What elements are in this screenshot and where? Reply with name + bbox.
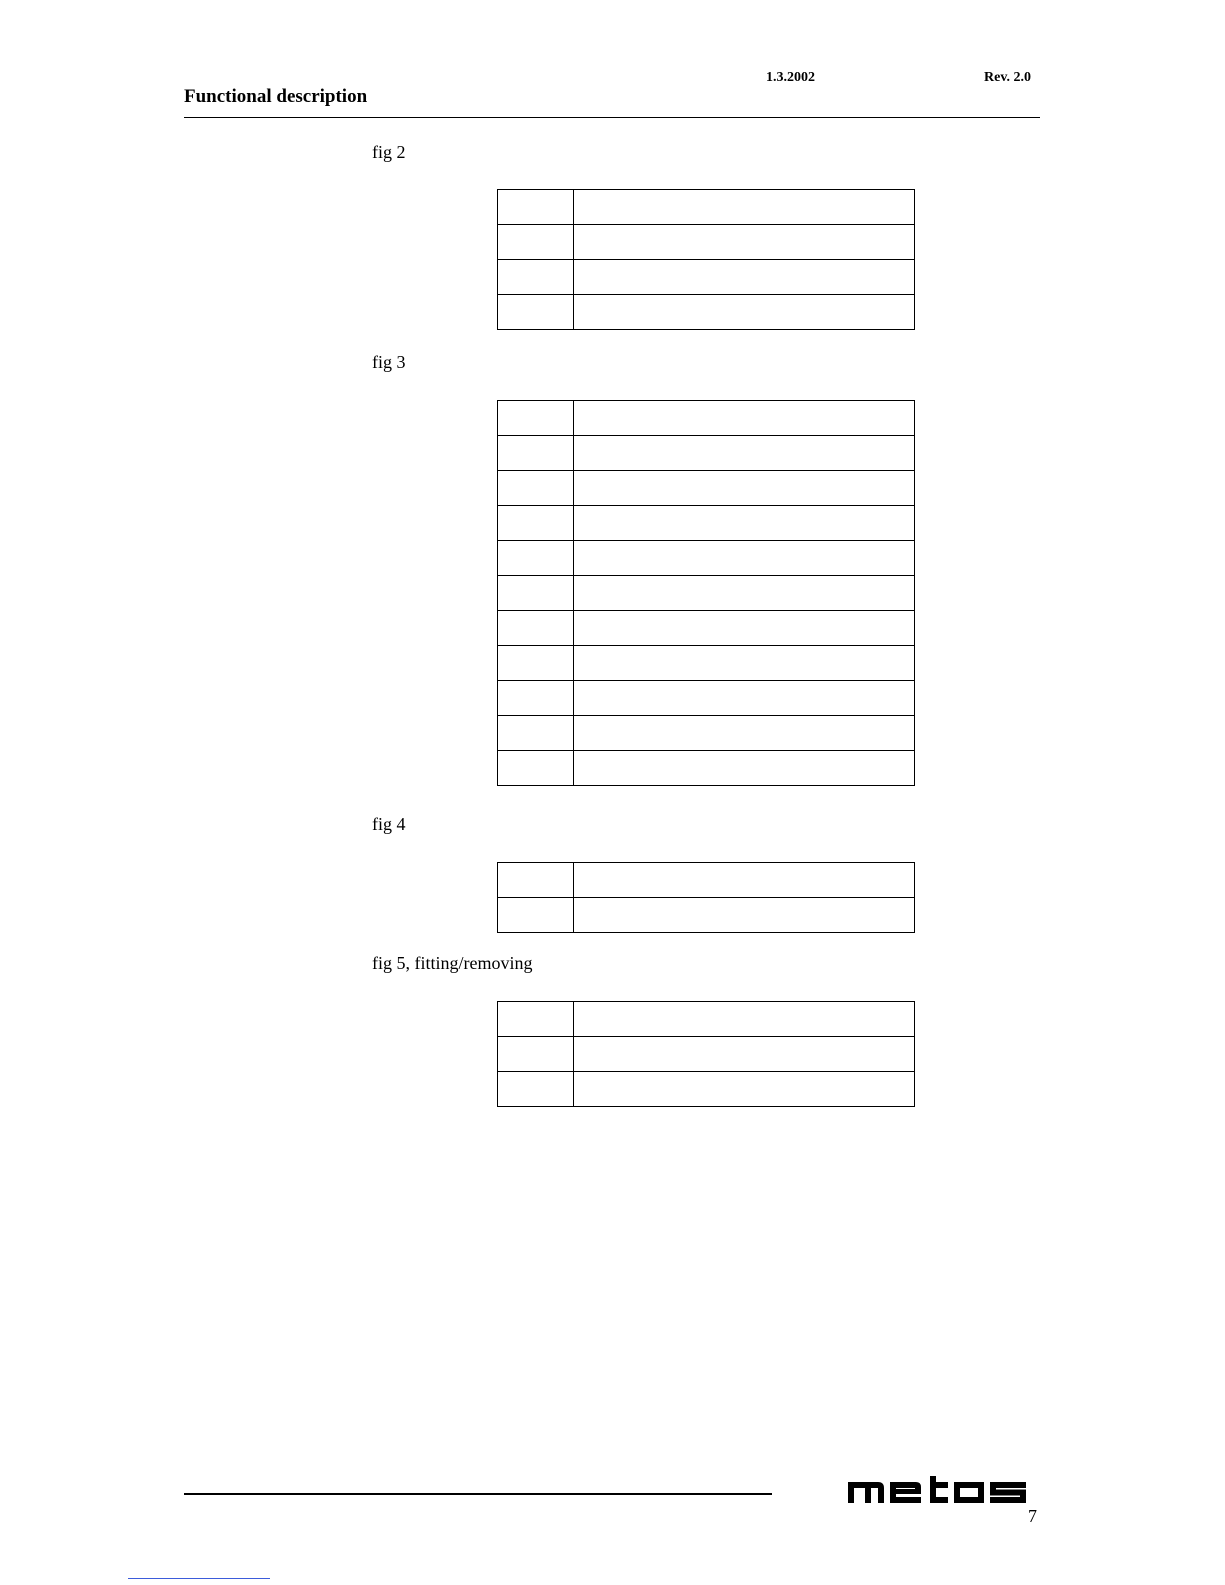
- item-number-cell: [498, 1002, 574, 1037]
- table-row: [498, 225, 915, 260]
- header-rule: [184, 117, 1040, 118]
- item-description-cell: [574, 1072, 915, 1107]
- table-row: [498, 1037, 915, 1072]
- section-title: Functional description: [184, 86, 368, 107]
- item-description-cell: [574, 436, 915, 471]
- table-row: [498, 1072, 915, 1107]
- item-number-cell: [498, 471, 574, 506]
- fig-2-legend-table: [497, 189, 915, 330]
- item-description-cell: [574, 681, 915, 716]
- item-number-cell: [498, 401, 574, 436]
- table-row: [498, 1002, 915, 1037]
- item-description-cell: [574, 1037, 915, 1072]
- item-number-cell: [498, 646, 574, 681]
- item-number-cell: [498, 1037, 574, 1072]
- item-description-cell: [574, 1002, 915, 1037]
- table-row: [498, 863, 915, 898]
- page-number: 7: [1028, 1506, 1037, 1526]
- item-number-cell: [498, 295, 574, 330]
- item-description-cell: [574, 295, 915, 330]
- item-description-cell: [574, 646, 915, 681]
- table-row: [498, 681, 915, 716]
- item-number-cell: [498, 541, 574, 576]
- fig-3-label: fig 3: [372, 352, 406, 372]
- revision-label: Rev. 2.0: [984, 70, 1032, 85]
- item-description-cell: [574, 611, 915, 646]
- table-row: [498, 506, 915, 541]
- fig-3-legend-table: [497, 400, 915, 786]
- item-description-cell: [574, 863, 915, 898]
- table-row: [498, 295, 915, 330]
- table-row: [498, 646, 915, 681]
- item-description-cell: [574, 541, 915, 576]
- item-number-cell: [498, 506, 574, 541]
- table-row: [498, 716, 915, 751]
- item-description-cell: [574, 401, 915, 436]
- item-number-cell: [498, 1072, 574, 1107]
- footer-rule: [184, 1493, 772, 1495]
- item-number-cell: [498, 225, 574, 260]
- table-row: [498, 436, 915, 471]
- table-row: [498, 541, 915, 576]
- item-description-cell: [574, 471, 915, 506]
- metos-logo: [848, 1476, 1040, 1506]
- item-description-cell: [574, 260, 915, 295]
- item-number-cell: [498, 436, 574, 471]
- item-number-cell: [498, 863, 574, 898]
- item-description-cell: [574, 898, 915, 933]
- item-number-cell: [498, 611, 574, 646]
- table-row: [498, 401, 915, 436]
- item-number-cell: [498, 716, 574, 751]
- item-number-cell: [498, 260, 574, 295]
- fig-5-label: fig 5, fitting/removing: [372, 953, 533, 973]
- document-date: 1.3.2002: [766, 70, 815, 85]
- item-number-cell: [498, 576, 574, 611]
- item-number-cell: [498, 681, 574, 716]
- page-edge-line: [128, 1578, 270, 1579]
- item-description-cell: [574, 576, 915, 611]
- item-description-cell: [574, 190, 915, 225]
- table-row: [498, 751, 915, 786]
- table-row: [498, 471, 915, 506]
- fig-4-legend-table: [497, 862, 915, 933]
- item-description-cell: [574, 225, 915, 260]
- table-row: [498, 190, 915, 225]
- table-row: [498, 260, 915, 295]
- item-description-cell: [574, 751, 915, 786]
- fig-2-label: fig 2: [372, 142, 406, 162]
- item-number-cell: [498, 190, 574, 225]
- table-row: [498, 898, 915, 933]
- item-number-cell: [498, 751, 574, 786]
- item-description-cell: [574, 506, 915, 541]
- table-row: [498, 611, 915, 646]
- table-row: [498, 576, 915, 611]
- item-number-cell: [498, 898, 574, 933]
- fig-4-label: fig 4: [372, 814, 406, 834]
- fig-5-legend-table: [497, 1001, 915, 1107]
- item-description-cell: [574, 716, 915, 751]
